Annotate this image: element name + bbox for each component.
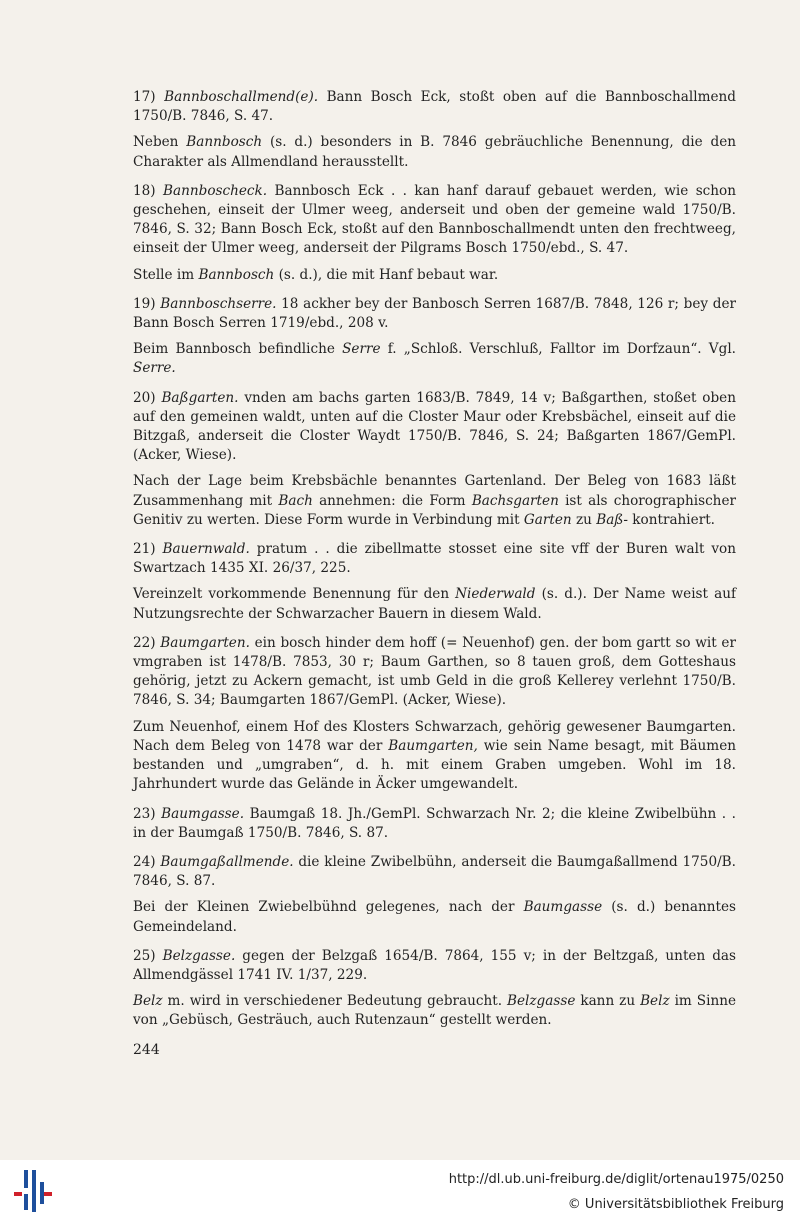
commentary-italic: Serre. <box>133 360 176 377</box>
entry-number: 23) <box>133 805 162 822</box>
viewer-footer <box>0 1160 800 1220</box>
entry-commentary <box>133 718 736 795</box>
commentary-italic: Belz <box>133 993 163 1010</box>
entry-source-text: Baumgaß 18. Jh./GemPl. Schwarzach Nr. 2; die kleine Zwibelbühn . . in der Baumgaß 1750/B. 7846, S. 87. <box>133 805 736 841</box>
entry-number: 20) <box>133 389 162 406</box>
page-body-text <box>133 88 736 1038</box>
commentary-italic: Serre <box>342 341 381 358</box>
commentary-text: ist als chorographischer Genitiv zu werten. Diese Form wurde in Verbindung mit <box>133 492 736 528</box>
commentary-text: Neben <box>133 134 187 151</box>
entry-number: 19) <box>133 295 161 312</box>
entry-source-text: Bannbosch Eck . . kan hanf darauf gebauet werden, wie schon geschehen, einseit der Ulmer weeg, anderseit und oben der gemeine wald 1750/B. 7846, S. 32; Bann Bosch Eck, stoßt auf den Bannboschallmendt unten den frechtweeg, einseit der Ulmer weeg, anderseit der Pilgrams Bosch 1750/ebd., S. 47. <box>133 182 736 257</box>
entry-source-text: 18 ackher bey der Banbosch Serren 1687/B. 7848, 126 r; bey der Bann Bosch Serren 1719/ebd., 208 v. <box>133 295 736 332</box>
commentary-italic: Baumgasse <box>523 899 603 916</box>
entry-source-paragraph <box>133 947 736 985</box>
glossary-entry <box>133 182 736 285</box>
entry-commentary <box>133 133 736 171</box>
commentary-italic: Bachsgarten <box>471 492 559 509</box>
entry-term: Bannboscheck. <box>163 182 268 199</box>
entry-source-paragraph <box>133 540 736 578</box>
copyright-notice: © Universitätsbibliothek Freiburg <box>567 1197 784 1212</box>
glossary-entry <box>133 853 736 937</box>
entry-commentary <box>133 898 736 936</box>
entry-number: 17) <box>133 89 165 105</box>
entry-source-text: vnden am bachs garten 1683/B. 7849, 14 v; Baßgarthen, stoßet oben auf den gemeinen waldt, unten auf die Closter Maur oder Krebsbächel, einseit auf die Bitzgaß, anderseit die Closter Waydt 1750/B. 7846, S. 24; Baßgarten 1867/GemPl. (Acker, Wiese). <box>133 389 736 464</box>
entry-term: Bannboschallmend(e). <box>164 89 319 105</box>
glossary-entry <box>133 295 736 379</box>
commentary-text: kontrahiert. <box>627 511 715 528</box>
entry-number: 22) <box>133 634 161 651</box>
entry-source-paragraph <box>133 634 736 711</box>
entry-source-paragraph <box>133 88 736 126</box>
page-number: 244 <box>133 1042 160 1058</box>
entry-source-text: die kleine Zwibelbühn, anderseit die Baumgaßallmend 1750/B. 7846, S. 87. <box>133 853 736 890</box>
commentary-text: (s. d.) besonders in B. 7846 gebräuchliche Benennung, die den Charakter als Allmendland herausstellt. <box>133 134 736 170</box>
entry-commentary <box>133 266 736 285</box>
entry-number: 25) <box>133 947 163 964</box>
entry-source-paragraph <box>133 805 736 843</box>
entry-term: Bannboschserre. <box>160 295 277 312</box>
ub-freiburg-logo-icon <box>12 1168 52 1214</box>
entry-number: 18) <box>133 182 164 199</box>
entry-commentary <box>133 992 736 1030</box>
commentary-text: f. „Schloß. Verschluß, Falltor im Dorfzaun“. Vgl. <box>380 341 736 358</box>
commentary-text: annehmen: die Form <box>312 492 472 509</box>
commentary-text: zu <box>571 511 597 528</box>
commentary-text: m. wird in verschiedener Bedeutung gebraucht. <box>162 993 508 1010</box>
entry-number: 21) <box>133 541 163 558</box>
entry-commentary <box>133 585 736 623</box>
commentary-text: Beim Bannbosch befindliche <box>133 341 343 358</box>
entry-number: 24) <box>133 853 161 870</box>
commentary-italic: Bach <box>278 492 313 509</box>
commentary-text: (s. d.). Der Name weist auf Nutzungsrechte der Schwarzacher Bauern in diesem Wald. <box>133 586 736 622</box>
entry-term: Baumgaßallmende. <box>160 853 294 870</box>
commentary-italic: Niederwald <box>455 586 536 603</box>
entry-source-text: gegen der Belzgaß 1654/B. 7864, 155 v; in der Beltzgaß, unten das Allmendgässel 1741 IV. 1/37, 229. <box>133 947 736 983</box>
glossary-entry <box>133 947 736 1031</box>
commentary-text: wie sein Name besagt, mit Bäumen bestanden und „umgraben“, d. h. mit einem Graben umgeben. Wohl im 18. Jahrhundert wurde das Gelände in Äcker umgewandelt. <box>133 737 736 793</box>
commentary-text: kann zu <box>575 993 641 1010</box>
commentary-text: Bei der Kleinen Zwiebelbühnd gelegenes, nach der <box>133 899 524 916</box>
commentary-text: Zum Neuenhof, einem Hof des Klosters Schwarzach, gehörig gewesener Baumgarten. Nach dem Beleg von 1478 war der <box>133 718 736 754</box>
glossary-entry <box>133 389 736 530</box>
commentary-italic: Belzgasse <box>507 993 576 1010</box>
commentary-text: im Sinne von „Gebüsch, Gesträuch, auch Rutenzaun“ gestellt werden. <box>133 993 737 1029</box>
entry-source-text: Bann Bosch Eck, stoßt oben auf die Bannboschallmend 1750/B. 7846, S. 47. <box>133 89 736 125</box>
entry-commentary <box>133 472 736 530</box>
entry-source-text: pratum . . die zibellmatte stosset eine site vff der Buren walt von Swartzach 1435 XI. 26/37, 225. <box>133 541 736 577</box>
commentary-text: (s. d.) benanntes Gemeindeland. <box>133 899 736 935</box>
glossary-entry <box>133 634 736 795</box>
entry-source-paragraph <box>133 853 736 891</box>
entry-source-paragraph <box>133 295 736 333</box>
commentary-italic: Belz <box>640 993 670 1010</box>
commentary-text: Vereinzelt vorkommende Benennung für den <box>133 586 456 603</box>
commentary-italic: Baumgarten, <box>388 737 478 754</box>
glossary-entry <box>133 540 736 624</box>
document-url-link[interactable]: http://dl.ub.uni-freiburg.de/diglit/ortenau1975/0250 <box>448 1172 784 1187</box>
commentary-text: Nach der Lage beim Krebsbächle benanntes Gartenland. Der Beleg von 1683 läßt Zusammenhang mit <box>133 473 736 509</box>
entry-source-text: ein bosch hinder dem hoff (= Neuenhof) gen. der bom gartt so wit er vmgraben ist 1478/B. 7853, 30 r; Baum Garthen, so 8 tauen groß, dem Gotteshaus gehörig, jetzt zu Ackern gemacht, ist umb Geld in die groß Kellerey verlehnt 1750/B. 7846, S. 34; Baumgarten 1867/GemPl. (Acker, Wiese). <box>133 634 736 709</box>
commentary-text: Stelle im <box>133 266 199 283</box>
entry-commentary <box>133 340 736 378</box>
entry-term: Bauernwald. <box>162 541 250 558</box>
entry-source-paragraph <box>133 182 736 259</box>
glossary-entry <box>133 88 736 172</box>
commentary-italic: Bannbosch <box>198 266 275 283</box>
entry-term: Baßgarten. <box>161 389 239 406</box>
commentary-text: (s. d.), die mit Hanf bebaut war. <box>274 266 499 283</box>
commentary-italic: Bannbosch <box>186 134 263 151</box>
glossary-entry <box>133 805 736 843</box>
commentary-italic: Baß- <box>596 511 628 528</box>
entry-term: Baumgasse. <box>161 805 245 822</box>
entry-source-paragraph <box>133 389 736 466</box>
entry-term: Belzgasse. <box>162 947 236 964</box>
commentary-italic: Garten <box>523 511 572 528</box>
entry-term: Baumgarten. <box>160 634 250 651</box>
